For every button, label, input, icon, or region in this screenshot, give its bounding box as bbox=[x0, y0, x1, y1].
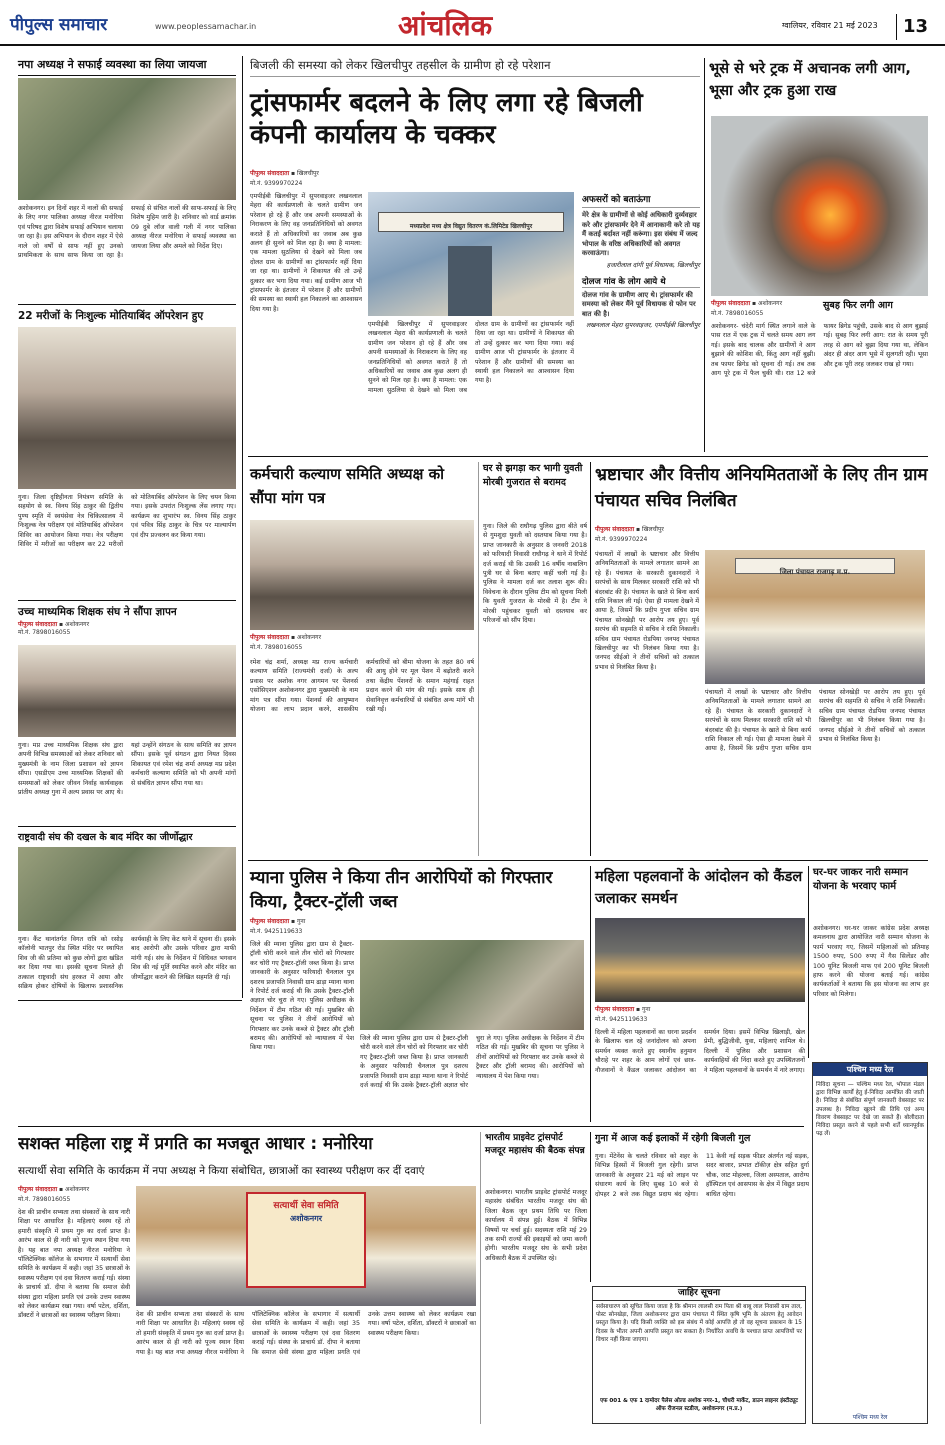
byline-org: पीपुल्स संवाददाता bbox=[18, 1186, 58, 1193]
byline-place: अशोकनगर bbox=[758, 300, 783, 307]
article-myana bbox=[250, 866, 584, 1122]
headline: महिला पहलवानों के आंदोलन को कैंडल जलाकर समर्थन bbox=[595, 869, 803, 907]
notice-footer: एफ 001 & एफ 1 दामोदर पैलेस ओल्ड अशोक नगर-1, चौधरी मार्केट, डाउन लाइनर इंस्टीट्यूट ऑफ रीजनल स्टडीज, अशोकनगर (म.प्र.) bbox=[600, 1398, 798, 1412]
body-text: अशोकनगर- चंदेरी मार्ग स्थित लगाने वाले के पास रात में एक ट्रक में चलते समय आग लग गई। इसके बाद चालक और ग्रामीणों ने आग बुझाने की कोशिश की, किंतु आग नहीं बुझी। तब फायर ब्रिगेड को सूचना दी गई। तब तक आग पूरे ट्रक में फैल चुकी थी। रात 12 बजे फायर ब्रिगेड पहुंची, उसके बाद से आग बुझाई गई। सुबह फिर लगी आग: रात के समय पूरी तरह से आग को बुझा दिया गया था, लेकिन अंदर ही अंदर आग भूसे में सुलगती रही। भूसा और ट्रक पूरी तरह जलकर राख हो गया। bbox=[711, 323, 928, 378]
article-yuvati bbox=[478, 462, 586, 856]
headline: उच्च माध्यमिक शिक्षक संघ ने सौंपा ज्ञापन bbox=[18, 606, 177, 618]
event-banner bbox=[246, 1192, 366, 1288]
notice-footer: पश्चिम मध्य रेल bbox=[852, 1414, 888, 1421]
byline-place: अशोकनगर bbox=[65, 621, 90, 628]
paper-logo bbox=[10, 12, 152, 38]
byline: पीपुल्स संवाददाता ▪ अशोकनगर bbox=[711, 300, 783, 307]
notice-body: सर्वसाधारण को सूचित किया जाता है कि श्रीमान लालसी राम पिता श्री बाबू लाल निवासी ग्राम ताल, पोस्ट सोनखेड़ा, जिला अशोकनगर द्वारा ग्राम पंचायत में स्थित कृषि भूमि के अंतरण हेतु आवेदन प्रस्तुत किया है। यदि किसी व्यक्ति को इस संबंध में कोई आपत्ति हो तो वह सूचना प्रकाशन के 15 दिवस के भीतर अपनी आपत्ति प्रस्तुत कर सकता है। निर्धारित अवधि के पश्चात प्राप्त आपत्तियों पर विचार नहीं किया जाएगा। bbox=[596, 1304, 802, 1343]
article-manoriya bbox=[18, 1132, 476, 1424]
body-text-right: एमपीईबी खिलचीपुर में सुपरवाइजर लखनलाल मेहरा की कार्यप्रणाली के चलते ग्रामीण जन परेशान हो रहे हैं और जब अपनी समस्याओं के निराकरण के लिए वह जनप्रतिनिधियों को अवगत कराते हैं तो अधिकारियों का जवाब अब कुछ अलग ही सुनने को मिल रहा है। क्या है मामला: एक मामला सुठलिया से देखने को मिला जब दोलत ग्राम के ग्रामीणों का ट्रांसफार्मर नहीं दिया जा रहा था। ग्रामीणों ने शिकायत की तो उन्हें दुत्कार कर भगा दिया गया। कई ग्रामीण आज भी ट्रांसफार्मर के इंतजार में परेशान हैं और ग्रामीणों की समस्या का स्थायी हल निकालने का आश्वासन दिया गया है। bbox=[368, 321, 574, 394]
subheadline: सत्यार्थी सेवा समिति के कार्यक्रम में नपा अध्यक्ष ने किया संबोधित, छात्राओं का स्वास्थ्य परीक्षण कर दीं दवाएं bbox=[18, 1165, 425, 1177]
headline: ट्रांसफार्मर बदलने के लिए लगा रहे बिजली कंपनी कार्यालय के चक्कर bbox=[250, 88, 643, 150]
headline: घर-घर जाकर नारी सम्मान योजना के भरवाए फार्म bbox=[813, 867, 909, 892]
column-divider bbox=[242, 56, 243, 998]
photo-office bbox=[368, 192, 574, 316]
horizontal-rule bbox=[18, 1126, 804, 1127]
kicker: बिजली की समस्या को लेकर खिलचीपुर तहसील के ग्रामीण हो रहे परेशान bbox=[250, 58, 700, 77]
article-safai bbox=[18, 58, 236, 300]
byline: पीपुल्स संवाददाता ▪ खिलचीपुर bbox=[595, 526, 664, 533]
subhead: सुबह फिर लगी आग bbox=[823, 300, 893, 311]
panchayat-sign bbox=[735, 558, 895, 574]
headline: भूसे से भरे ट्रक में अचानक लगी आग, भूसा और ट्रक हुआ राख bbox=[709, 61, 911, 99]
photo-samiti-event bbox=[136, 1186, 476, 1306]
website[interactable]: www.peoplessamachar.in bbox=[155, 22, 257, 31]
office-sign bbox=[378, 212, 564, 232]
byline-org: पीपुल्स संवाददाता bbox=[595, 1006, 635, 1013]
quote-2: दोलज गांव के ग्रामीण आए थे। ट्रांसफार्मर की समस्या को लेकर मैंने पूर्व विधायक से फोन पर बात की है। bbox=[582, 290, 696, 318]
headline: गुना में आज कई इलाकों में रहेगी बिजली गुल bbox=[595, 1133, 751, 1144]
body-text: अशोकनगर। इन दिनों शहर में नालों की सफाई के लिए नगर पालिका अध्यक्ष नीरज मनोरिया एवं परिषद द्वारा विशेष सफाई अभियान चलाया जा रहा है। इस अभियान के दौरान शहर में ऐसे नाले जो वर्षों से साफ नहीं हुए उनको प्राथमिकता के साथ साफ किया जा रहा है। सफाई से संचित नालों की साफ-सफाई के लिए विशेष मुहिम जारी है। शनिवार को वार्ड क्रमांक 09 दुबे लॉज वाली गली में नगर पालिका अध्यक्ष नीरज मनोरिया ने सफाई व्यवस्था का जायजा लिया और अमले को निर्देश दिए। bbox=[18, 205, 236, 260]
photo-panchayat-office bbox=[705, 550, 925, 684]
body-text: अशोकनगर। घर-घर जाकर कांग्रेस प्रदेश अध्यक्ष कमलनाथ द्वारा आयोजित नारी सम्मान योजना के फार्म भरवाए गए, जिसमें महिलाओं को प्रतिमाह 1500 रुपए, 500 रुपए में गैस सिलेंडर और 100 यूनिट बिजली माफ एवं 200 यूनिट बिजली हाफ करने की योजना बताई गई। कांग्रेस कार्यकर्ताओं ने बताया कि इस योजना का लाभ हर परिवार को मिलेगा। bbox=[813, 925, 929, 998]
body-text-right: जिले की म्याना पुलिस द्वारा ग्राम से ट्रैक्टर-ट्रॉली चोरी करने वाले तीन चोरों को गिरफ्तार कर चोरी गए ट्रैक्टर-ट्रॉली जब्त किया है। प्राप्त जानकारी के अनुसार फरियादी चैनलाल पुत्र दशरथ प्रजापति निवासी ग्राम ढाड़ा म्याना थाना ने रिपोर्ट दर्ज कराई थी कि उसके ट्रैक्टर-ट्रॉली अज्ञात चोर चुरा ले गए। पुलिस अधीक्षक के निर्देशन में टीम गठित की गई। मुखबिर की सूचना पर पुलिस ने तीनों आरोपियों को गिरफ्तार कर उनके कब्जे से ट्रैक्टर और ट्रॉली बरामद की। आरोपियों को न्यायालय में पेश किया गया। bbox=[360, 1035, 584, 1090]
article-transformer bbox=[250, 58, 700, 452]
byline: पीपुल्स संवाददाता ▪ गुना bbox=[595, 1006, 651, 1013]
article-karmchari bbox=[250, 462, 474, 856]
quote-box bbox=[582, 192, 700, 448]
phone: मो.नं. 9399970224 bbox=[595, 536, 648, 543]
horizontal-rule bbox=[248, 456, 928, 457]
office-door bbox=[448, 246, 492, 316]
photo-burning-truck bbox=[711, 116, 928, 296]
photo-memorandum bbox=[18, 645, 236, 737]
quote-1: मेरे क्षेत्र के ग्रामीणों से कोई अधिकारी दुर्व्यवहार करे और ट्रांसफार्मर देने में आनाकानी करे तो यह मैं कतई बर्दाश्त नहीं करूंगा। इस संबंध में जल्द भोपाल के वरिष्ठ अधिकारियों को अवगत करवाऊंगा। bbox=[582, 211, 700, 257]
panchayat-sign-text: जिला पंचायत राजगढ़ म.प्र. bbox=[779, 568, 851, 576]
byline: पीपुल्स संवाददाता ▪ अशोकनगर bbox=[250, 634, 322, 641]
article-truck bbox=[704, 58, 927, 452]
headline: सशक्त महिला राष्ट्र में प्रगति का मजबूत आधार : मनोरिया bbox=[18, 1134, 373, 1154]
byline-org: पीपुल्स संवाददाता bbox=[250, 634, 290, 641]
page-number: 13 bbox=[903, 16, 929, 37]
photo-memorandum-handover bbox=[250, 520, 474, 630]
byline: पीपुल्स संवाददाता ▪ अशोकनगर bbox=[18, 621, 90, 628]
byline: पीपुल्स संवाददाता ▪ अशोकनगर bbox=[18, 1186, 90, 1193]
banner-place: अशोकनगर bbox=[290, 1214, 322, 1223]
byline-place: खिलचीपुर bbox=[642, 526, 664, 533]
body-text: गुना। मप्र उच्च माध्यमिक शिक्षक संघ द्वारा अपनी विभिन्न समस्याओं को लेकर शनिवार को मुख्यमंत्री के नाम जिला प्रशासन को ज्ञापन सौंपा। एसडीएम उच्च माध्यमिक शिक्षकों की समस्याओं को लेकर जीवन निर्वाह कार्यवाहक प्रांतीय अध्यक्ष गुना में अल्प प्रवास पर आए थे। यहां उन्होंने संगठन के साथ समिति का ज्ञापन सौंपा। इसके पूर्व संगठन द्वारा नियत दिवस शिकायत एवं रमेश चंद्र शर्मा अध्यक्ष मप्र प्रदेश कर्मचारी कल्याण समिति को भी अपनी मांगों से संबंधित ज्ञापन सौंपा गया था। bbox=[18, 742, 236, 797]
byline-org: पीपुल्स संवाददाता bbox=[250, 918, 290, 925]
dateline: ग्वालियर, रविवार 21 मई 2023 bbox=[782, 21, 878, 30]
page-number-box bbox=[896, 14, 929, 40]
phone: मो.नं. 7898016055 bbox=[18, 629, 71, 636]
byline-place: खिलचीपुर bbox=[297, 170, 319, 177]
headline: घर से झगड़ा कर भागी युवती मोरबी गुजरात से बरामद bbox=[483, 463, 583, 488]
horizontal-rule bbox=[248, 860, 928, 861]
byline-place: अशोकनगर bbox=[65, 1186, 90, 1193]
article-shikshak bbox=[18, 600, 236, 822]
phone: मो.नं. 9399970224 bbox=[250, 180, 303, 187]
body-text-right: पंचायतों में लाखों के भ्रष्टाचार और वित्तीय अनियमितताओं के मामले लगातार सामने आ रहे हैं। पंचायत के सरकारी दुकानदारों ने सरपंचों के साथ मिलकर सरकारी राशि को भी बंदरबांट की है। पंचायत के खाते से बिना कार्य राशि निकाल ली गई। ऐसा ही मामला देखने में आया है, जिसमें कि प्रदीप गुप्ता सचिव ग्राम पंचायत सोनखेड़ी पर आरोप तय हुए। पूर्व सरपंच की सहमति से सचिव ने राशि निकाली। सचिव ग्राम पंचायत रोडपिया जनपद पंचायत खिलचीपुर का भी निलंबन किया गया है। जनपद सीईओ ने तीनों सचिवों को तत्काल प्रभाव से निलंबित किया है। bbox=[705, 689, 925, 753]
article-transport bbox=[480, 1132, 586, 1424]
body-text-right: देश की प्राचीन सभ्यता तथा संस्कारों के साथ नारी शिक्षा पर आधारित है। महिलाएं स्वस्थ रहें तो हमारी संस्कृति में प्रथम गुरु का दर्जा प्राप्त है। आरंभ काल से ही नारी को पूज्य स्थान दिया गया है। यह बात नपा अध्यक्ष नीरज मनोरिया ने पॉलिटेक्निक कॉलेज के सभागार में सत्यार्थी सेवा समिति के कार्यक्रम में कही। जहां 35 छात्राओं के स्वास्थ्य परीक्षण एवं दवा वितरण कराई गई। संस्था के प्राचार्य डॉ. दीपा ने बताया कि समाज सेवी संस्था द्वारा महिला प्रगति एवं उनके उत्तम स्वास्थ्य को लेकर कार्यक्रम रखा गया। वर्षा पटेल, दर्शिता, डॉक्टरों ने छात्राओं का स्वास्थ्य परीक्षण किया। bbox=[136, 1311, 476, 1356]
section-name: आंचलिक bbox=[398, 9, 493, 42]
photo-eye-camp bbox=[18, 327, 236, 489]
photo-drain-cleaning bbox=[18, 78, 236, 200]
banner-title: सत्यार्थी सेवा समिति bbox=[273, 1201, 339, 1211]
notice-title: जाहिर सूचना bbox=[593, 1287, 805, 1301]
body-text-left: जिले की म्याना पुलिस द्वारा ग्राम से ट्रैक्टर-ट्रॉली चोरी करने वाले तीन चोरों को गिरफ्तार कर चोरी गए ट्रैक्टर-ट्रॉली जब्त किया है। प्राप्त जानकारी के अनुसार फरियादी चैनलाल पुत्र दशरथ प्रजापति निवासी ग्राम ढाड़ा म्याना थाना ने रिपोर्ट दर्ज कराई थी कि उसके ट्रैक्टर-ट्रॉली अज्ञात चोर चुरा ले गए। पुलिस अधीक्षक के निर्देशन में टीम गठित की गई। मुखबिर की सूचना पर पुलिस ने तीनों आरोपियों को गिरफ्तार कर उनके कब्जे से ट्रैक्टर और ट्रॉली बरामद की। आरोपियों को न्यायालय में पेश किया गया। bbox=[250, 941, 354, 1052]
masthead bbox=[0, 0, 945, 46]
body-text: रमेश चंद्र शर्मा, अध्यक्ष मप्र राज्य कर्मचारी कल्याण समिति (राज्यमंत्री दर्जा) के अल्प प्रवास पर अशोक नगर आगमन पर पेंशनर्स एसोसिएशन अशोकनगर द्वारा मुख्यमंत्री के नाम मांग पत्र सौंपा गया। पेंशनर्स की आयुष्मान योजना का लाभ प्रदान करने, शासकीय कर्मचारियों को बीमा योजना के तहत 80 वर्ष की आयु होने पर मूल पेंशन में बढ़ोतरी करने तथा केंद्रीय पेंशनरों के समान महंगाई राहत प्रदान करने की मांग की गई। इसके साथ ही सेवानिवृत्त कर्मचारियों से संबंधित अन्य मांगें भी रखी गईं। bbox=[250, 659, 474, 714]
headline: कर्मचारी कल्याण समिति अध्यक्ष को सौंपा मांग पत्र bbox=[250, 465, 445, 507]
horizontal-rule bbox=[18, 1000, 242, 1001]
paper-name: पीपुल्स समाचार bbox=[10, 15, 108, 35]
byline-place: गुना bbox=[297, 918, 306, 925]
phone: मो.नं. 9425119633 bbox=[595, 1016, 648, 1023]
byline-org: पीपुल्स संवाददाता bbox=[711, 300, 751, 307]
body-text: गुना। जिला दृष्टिहीनता नियंत्रण समिति के सहयोग से स्व. विनय सिंह ठाकुर की द्वितीय पुण्य स्मृति में स्वयंसेवा नेत्र चिकित्सालय में निःशुल्क नेत्र परीक्षण एवं मोतियाबिंद ऑपरेशन शिविर का आयोजन किया गया। नेत्र परीक्षण शिविर में मरीजों का परीक्षण कर 22 मरीजों को मोतियाबिंद ऑपरेशन के लिए चयन किया गया। इसके उपरांत निःशुल्क लेंस लगाए गए। कार्यक्रम का शुभारंभ स्व. विनय सिंह ठाकुर एवं पवित्र सिंह ठाकुर के चित्र पर माल्यार्पण एवं दीप प्रज्वलन कर किया गया। bbox=[18, 494, 236, 549]
phone: मो.नं. 9425119633 bbox=[250, 928, 303, 935]
byline-org: पीपुल्स संवाददाता bbox=[595, 526, 635, 533]
body-text: दिल्ली में महिला पहलवानों का धरना प्रदर्शन के खिलाफ चल रहे जनांदोलन को अपना समर्थन व्यक्त करते हुए स्थानीय हनुमान चौराहे पर शहर के आम लोगों एवं छात्र-नौजवानों ने कैंडल जलाकर आंदोलन का समर्थन दिया। इसमें विभिन्न खिलाड़ी, खेल प्रेमी, बुद्धिजीवी, युवा, महिलाएं शामिल थे। दिल्ली में पुलिस और प्रशासन की कार्यवाहियों की निंदा करते हुए उपस्थितजनों ने महिला पहलवानों के समर्थन में नारे लगाए। bbox=[595, 1029, 805, 1074]
byline: पीपुल्स संवाददाता ▪ खिलचीपुर bbox=[250, 170, 319, 177]
body-text: गुना। मेंटेनेंस के चलते रविवार को शहर के विभिन्न हिस्सों में बिजली गुल रहेगी। प्राप्त जानकारी के अनुसार 21 मई को लाइन पर संधारण कार्य के लिए सुबह 10 बजे से दोपहर 2 बजे तक विद्युत प्रदाय बंद रहेगा। 11 केवी नई सड़क फीडर अंतर्गत नई सड़क, सदर बाजार, प्रभात टॉकीज़ क्षेत्र सहित दुर्गा चौक, जाट मोहल्ला, जिला अस्पताल, आरोग्य हॉस्पिटल एवं आसपास के क्षेत्र में विद्युत प्रदाय बाधित रहेगा। bbox=[595, 1153, 809, 1198]
article-bhrashtachar bbox=[590, 462, 928, 856]
quote-head: अफसरों को बताऊंगा bbox=[582, 192, 700, 208]
photo-temple bbox=[18, 847, 236, 931]
byline: पीपुल्स संवाददाता ▪ गुना bbox=[250, 918, 306, 925]
body-text-left: एमपीईबी खिलचीपुर में सुपरवाइजर लखनलाल मेहरा की कार्यप्रणाली के चलते ग्रामीण जन परेशान हो रहे हैं और जब अपनी समस्याओं के निराकरण के लिए वह जनप्रतिनिधियों को अवगत कराते हैं तो अधिकारियों का जवाब अब कुछ अलग ही सुनने को मिल रहा है। क्या है मामला: एक मामला सुठलिया से देखने को मिला जब दोलत ग्राम के ग्रामीणों का ट्रांसफार्मर नहीं दिया जा रहा था। ग्रामीणों ने शिकायत की तो उन्हें दुत्कार कर भगा दिया गया। कई ग्रामीण आज भी ट्रांसफार्मर के इंतजार में परेशान हैं और ग्रामीणों की समस्या का स्थायी हल निकालने का आश्वासन दिया गया है। bbox=[250, 193, 362, 313]
phone: मो.नं. 7898016055 bbox=[250, 644, 303, 651]
headline: म्याना पुलिस ने किया तीन आरोपियों को गिरफ्तार किया, ट्रैक्टर-ट्रॉली जब्त bbox=[250, 868, 553, 912]
photo-candle-march bbox=[595, 918, 805, 1002]
notice-railway bbox=[812, 1062, 928, 1424]
body-text: गुना। कैंट थानांतर्गत विगत रात्रि को रसोड़ कॉलोनी भातपुर रोड स्थित मंदिर पर स्थापित शिव जी की प्रतिमा को कुछ लोगों द्वारा खंडित कर दिया गया था। इसकी सूचना मिलते ही तत्काल राष्ट्रवादी संघ हरकत में आया और सक्रिय होकर दोषियों के खिलाफ प्रशासनिक कार्यवाही के लिए केंट थाने में सूचना दी। इसके बाद आरोपी और उसके परिवार द्वारा माफी मांगी गई। संघ के निर्देशन में विधिवत भगवान शिव की नई मूर्ति स्थापित करने और मंदिर का जीर्णोद्धार कराने की लिखित सहमति दी गई। bbox=[18, 936, 236, 991]
byline-org: पीपुल्स संवाददाता bbox=[18, 621, 58, 628]
article-mandir bbox=[18, 826, 236, 994]
headline: राष्ट्रवादी संघ की दखल के बाद मंदिर का जीर्णोद्धार bbox=[18, 832, 193, 843]
phone: मो.नं. 7898016055 bbox=[711, 310, 764, 317]
photo-police-tractor bbox=[360, 940, 584, 1030]
notice-body: निविदा सूचना — पश्चिम मध्य रेल, भोपाल मंडल द्वारा विभिन्न कार्यों हेतु ई-निविदा आमंत्रित की जाती है। निविदा से संबंधित संपूर्ण जानकारी वेबसाइट पर उपलब्ध है। निविदा खुलने की तिथि एवं अन्य विवरण वेबसाइट पर देखे जा सकते हैं। बोलीदाता निविदा प्रस्तुत करने से पहले सभी शर्तें ध्यानपूर्वक पढ़ लें। bbox=[816, 1082, 924, 1138]
body-text: गुना। जिले की राघौगढ़ पुलिस द्वारा बीते वर्ष से गुमशुदा युवती को दस्तयाब किया गया है। प्राप्त जानकारी के अनुसार 8 जनवरी 2018 को फरियादी निवासी राघौगढ़ ने थाने में रिपोर्ट दर्ज कराई थी कि उसकी 16 वर्षीय नाबालिग पुत्री घर से बिना बताए कहीं चली गई है। पुलिस ने मामला दर्ज कर तलाश शुरू की। विवेचना के दौरान पुलिस टीम को सूचना मिली कि युवती गुजरात के मोरबी में है। टीम ने मोरबी पहुंचकर युवती को दस्तयाब कर परिजनों को सौंप दिया। bbox=[483, 523, 587, 625]
notice-title: पश्चिम मध्य रेल bbox=[813, 1063, 927, 1076]
headline: 22 मरीजों के निःशुल्क मोतियाबिंद ऑपरेशन हुए bbox=[18, 310, 204, 322]
body-text-left: पंचायतों में लाखों के भ्रष्टाचार और वित्तीय अनियमितताओं के मामले लगातार सामने आ रहे हैं। पंचायत के सरकारी दुकानदारों ने सरपंचों के साथ मिलकर सरकारी राशि को भी बंदरबांट की है। पंचायत के खाते से बिना कार्य राशि निकाल ली गई। ऐसा ही मामला देखने में आया है, जिसमें कि प्रदीप गुप्ता सचिव ग्राम पंचायत सोनखेड़ी पर आरोप तय हुए। पूर्व सरपंच की सहमति से सचिव ने राशि निकाली। सचिव ग्राम पंचायत रोडपिया जनपद पंचायत खिलचीपुर का भी निलंबन किया गया है। जनपद सीईओ ने तीनों सचिवों को तत्काल प्रभाव से निलंबित किया है। bbox=[595, 551, 699, 671]
byline-org: पीपुल्स संवाददाता bbox=[250, 170, 290, 177]
byline-place: गुना bbox=[642, 1006, 651, 1013]
subhead-dolaj: दोलज गांव के लोग आये थे bbox=[582, 276, 700, 288]
notice-jahir-suchna bbox=[592, 1286, 806, 1424]
phone: मो.नं. 7898016055 bbox=[18, 1196, 71, 1203]
article-pahalwan bbox=[590, 866, 804, 1122]
headline: भारतीय प्राइवेट ट्रांसपोर्ट मजदूर महासंघ की बैठक संपन्न bbox=[485, 1133, 585, 1156]
article-bijli-gul bbox=[590, 1132, 808, 1282]
article-nari-samman bbox=[808, 866, 928, 1058]
headline: नपा अध्यक्ष ने सफाई व्यवस्था का लिया जायजा bbox=[18, 58, 236, 76]
article-motiyabind bbox=[18, 304, 236, 592]
quote-1-by: हजारीलाल दांगी पूर्व विधायक, खिलचीपुर bbox=[606, 261, 700, 269]
quote-2-by: लखनलाल मेहरा सुपरवाइजर, एमपीईबी खिलचीपुर bbox=[586, 322, 700, 329]
body-text-left: देश की प्राचीन सभ्यता तथा संस्कारों के साथ नारी शिक्षा पर आधारित है। महिलाएं स्वस्थ रहें तो हमारी संस्कृति में प्रथम गुरु का दर्जा प्राप्त है। आरंभ काल से ही नारी को पूज्य स्थान दिया गया है। यह बात नपा अध्यक्ष नीरज मनोरिया ने पॉलिटेक्निक कॉलेज के सभागार में सत्यार्थी सेवा समिति के कार्यक्रम में कही। जहां 35 छात्राओं के स्वास्थ्य परीक्षण एवं दवा वितरण कराई गई। संस्था के प्राचार्य डॉ. दीपा ने बताया कि समाज सेवी संस्था द्वारा महिला प्रगति एवं उनके उत्तम स्वास्थ्य को लेकर कार्यक्रम रखा गया। वर्षा पटेल, दर्शिता, डॉक्टरों ने छात्राओं का स्वास्थ्य परीक्षण किया। bbox=[18, 1209, 130, 1320]
body-text: अशोकनगर। भारतीय प्राइवेट ट्रांसपोर्ट मजदूर महासंघ संबंधित भारतीय मजदूर संघ की जिला बैठक जून प्रथम तिथि पर जिला कार्यालय में संपन्न हुई। बैठक में विभिन्न विषयों पर चर्चा हुई। सदस्यता राशि मई 29 तक सभी राज्यों की इकाइयों को जमा करनी होगी। भारतीय मजदूर संघ के सभी प्रदेश अधिकारी बैठक में उपस्थित रहे। bbox=[485, 1189, 587, 1262]
headline: भ्रष्टाचार और वित्तीय अनियमितताओं के लिए तीन ग्राम पंचायत सचिव निलंबित bbox=[595, 465, 928, 511]
office-sign-text: मध्यप्रदेश मध्य क्षेत्र विद्युत वितरण कं.लिमिटेड खिलचीपुर bbox=[409, 223, 533, 230]
byline-place: अशोकनगर bbox=[297, 634, 322, 641]
